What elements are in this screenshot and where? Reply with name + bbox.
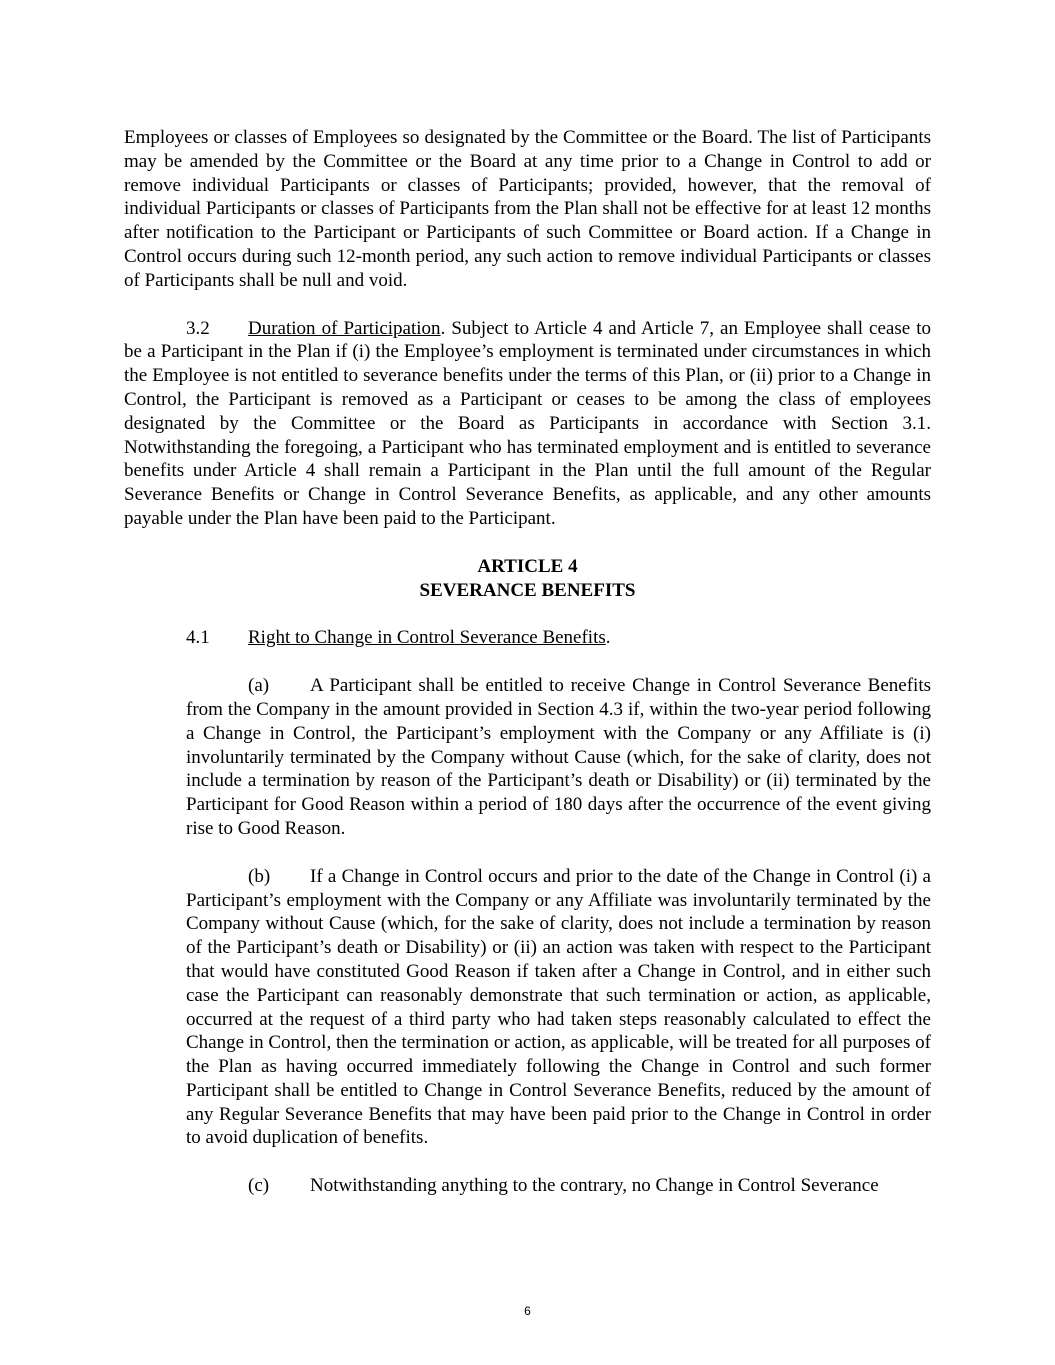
section-title-period: . [605, 627, 611, 649]
section-title: Right to Change in Control Severance Benefits [248, 627, 606, 649]
page-number: 6 [524, 1304, 531, 1318]
article-title: SEVERANCE BENEFITS [419, 579, 636, 601]
section-number: 4.1 [186, 627, 210, 649]
article-number: ARTICLE 4 [477, 555, 578, 577]
subsection-body: If a Change in Control occurs and prior to the date of the Change in Control (i) a Participant’s employment with the Company or any Affiliate was involuntarily terminated by the Company without Cause (which, for the sake of clarity, does not include a termination by reason of the Participant’s death or Disability) or (ii) an action was taken with respect to the Participant that would have constituted Good Reason if taken after a Change in Control, and in either such case the Participant can reasonably demonstrate that such termination or action, as applicable, occurred at the request of a third party who had taken steps reasonably calculated to effect the Change in Control, then the termination or action, as applicable, will be treated for all purposes of the Plan as having occurred immediately following the Change in Control and such former Participant shall be entitled to Change in Control Severance Benefits, reduced by the amount of any Regular Severance Benefits that may have been paid prior to the Change in Control in order to avoid duplication of benefits. [186, 865, 931, 1149]
subsection-label: (c) [248, 1175, 270, 1197]
subsection-a [186, 674, 931, 841]
section-4-1-heading [186, 626, 931, 650]
subsection-body: A Participant shall be entitled to receive Change in Control Severance Benefits from the Company in the amount provided in Section 4.3 if, within the two-year period following a Change in Control, the Participant’s employment with the Company or any Affiliate is (i) involuntarily terminated by the Company without Cause (which, for the sake of clarity, does not include a termination by reason of the Participant’s death or Disability) or (ii) terminated by the Participant for Good Reason within a period of 180 days after the occurrence of the event giving rise to Good Reason. [186, 675, 931, 839]
section-3-2 [124, 317, 931, 531]
section-title: Duration of Participation [248, 317, 441, 339]
document-page [124, 126, 931, 1198]
subsection-c [186, 1174, 931, 1198]
subsection-label: (b) [248, 865, 271, 887]
subsection-b [186, 865, 931, 1151]
section-number: 3.2 [186, 317, 210, 339]
section-body: . Subject to Article 4 and Article 7, an Employee shall cease to be a Participant in the Plan if (i) the Employee’s employment is terminated under circumstances in which the Employee is not entitled to severance benefits under the terms of this Plan, or (ii) prior to a Change in Control, the Participant is removed as a Participant or ceases to be among the class of employees designated by the Committee or the Board as Participants in accordance with Section 3.1. Notwithstanding the foregoing, a Participant who has terminated employment and is entitled to severance benefits under Article 4 shall remain a Participant in the Plan until the full amount of the Regular Severance Benefits or Change in Control Severance Benefits, as applicable, and any other amounts payable under the Plan have been paid to the Participant. [124, 317, 931, 529]
subsection-body: Notwithstanding anything to the contrary, no Change in Control Severance [310, 1175, 879, 1197]
paragraph-employees-list: Employees or classes of Employees so designated by the Committee or the Board. The list of Participants may be amended by the Committee or the Board at any time prior to a Change in Control to add or remove individual Participants or classes of Participants; provided, however, that the removal of individual Participants or classes of Participants from the Plan shall not be effective for at least 12 months after notification to the Participant or Participants of such Committee or Board action. If a Change in Control occurs during such 12-month period, any such action to remove individual Participants or classes of Participants shall be null and void. [124, 127, 931, 291]
subsection-label: (a) [248, 675, 270, 697]
